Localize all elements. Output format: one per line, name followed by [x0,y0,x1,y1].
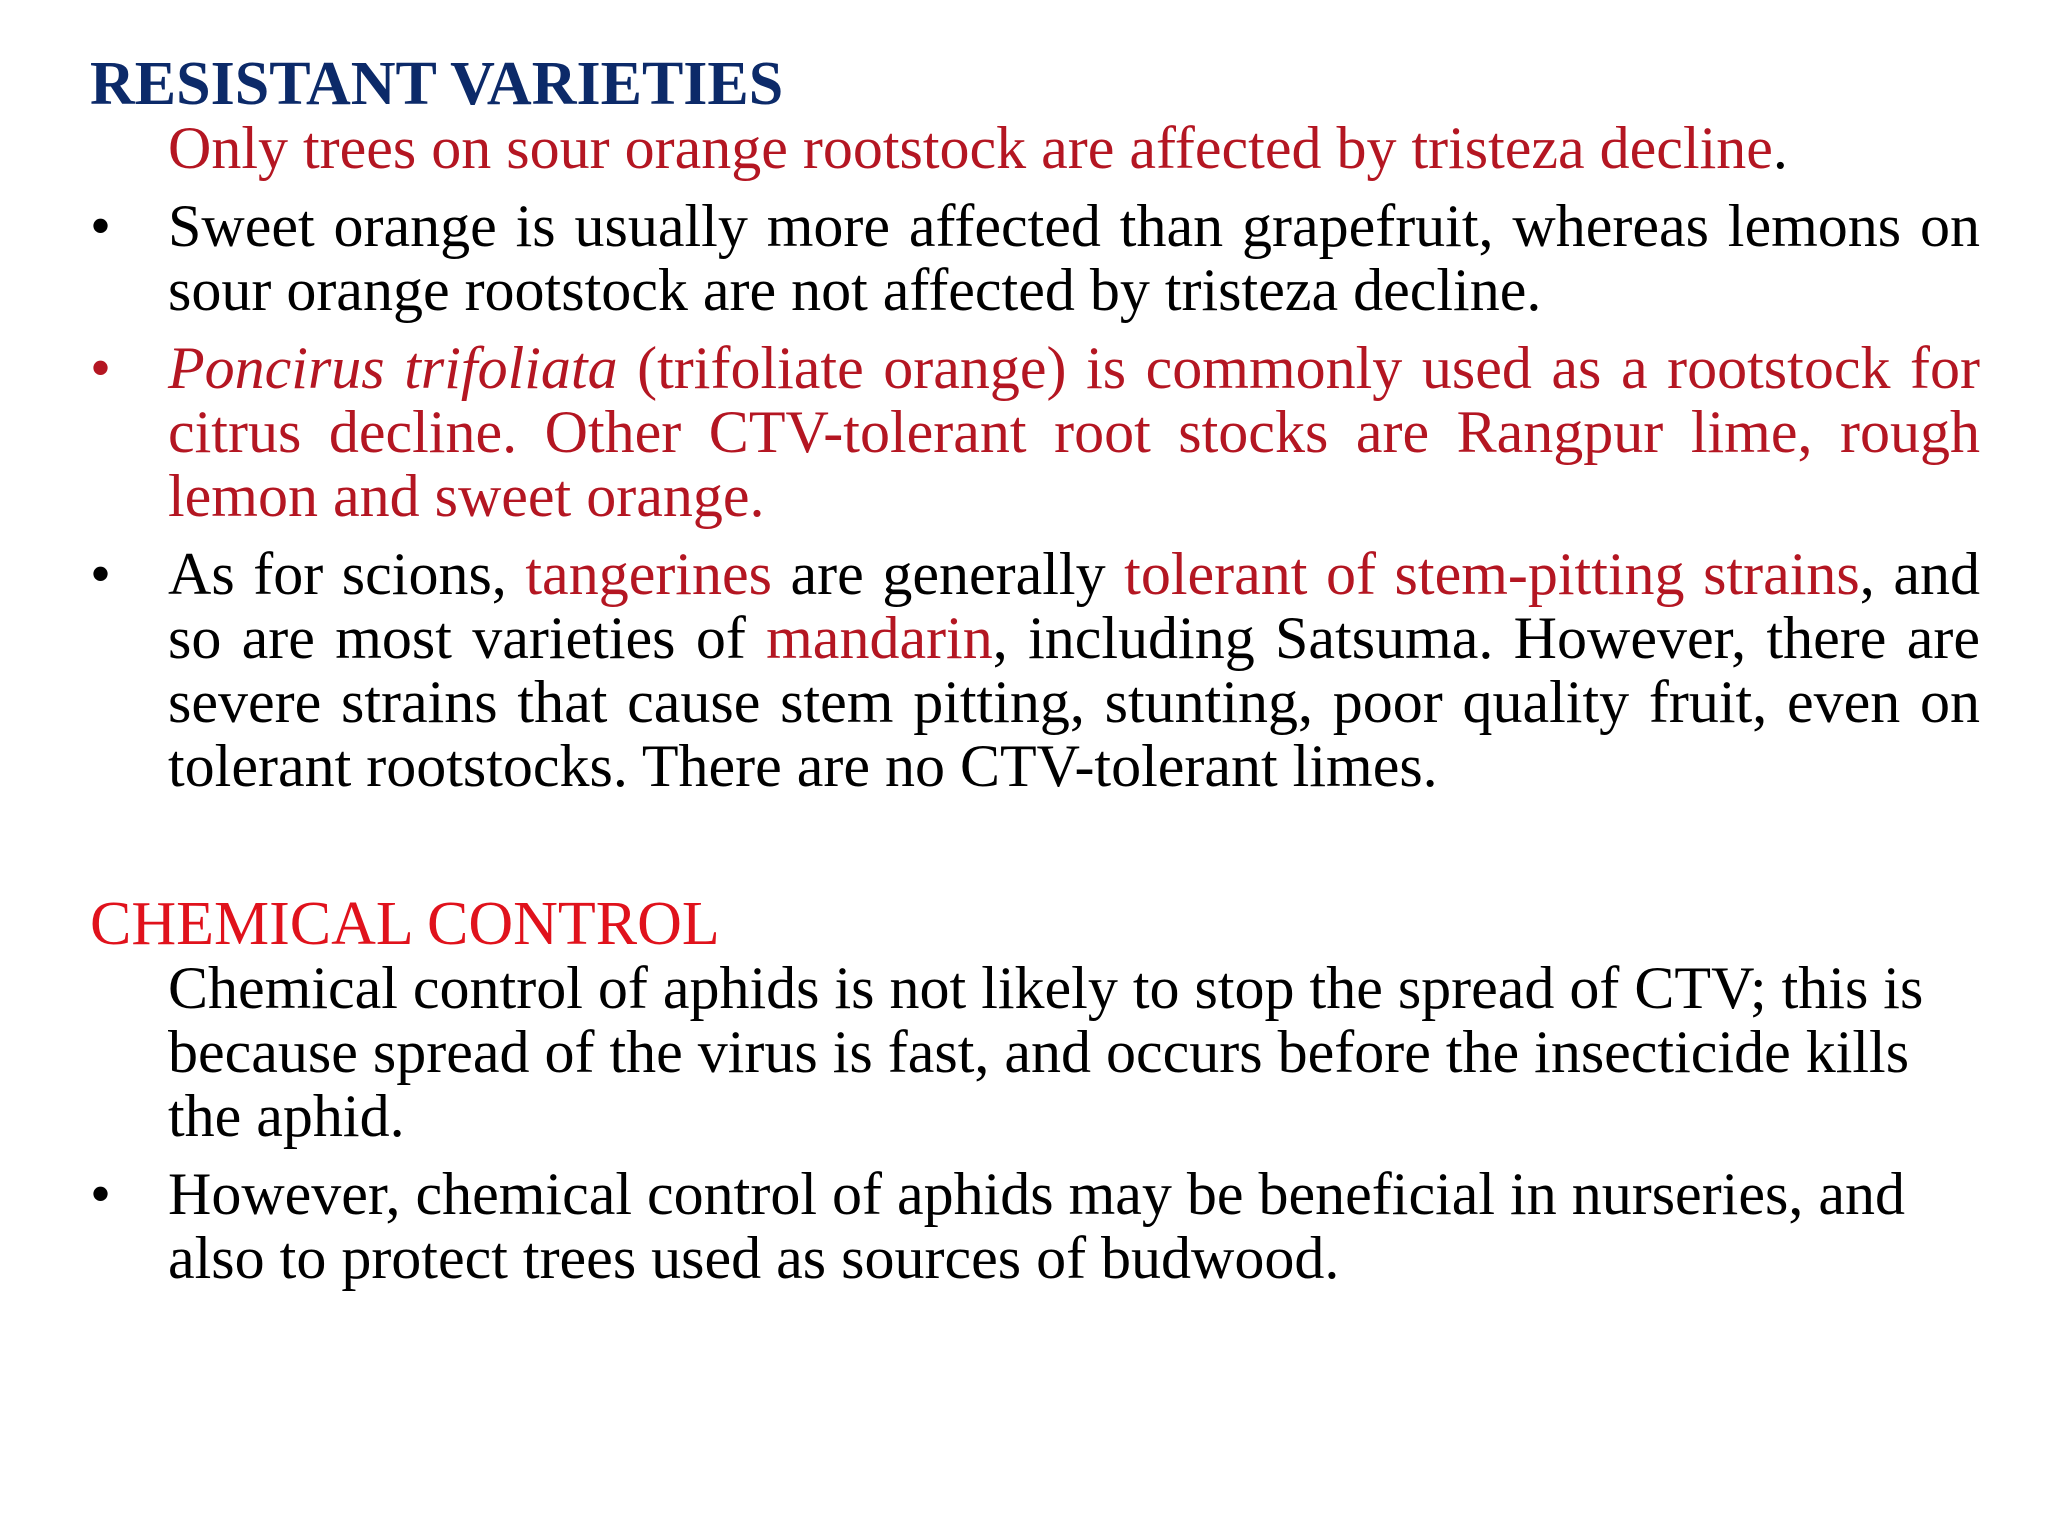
section-title-resistant-varieties: RESISTANT VARIETIES [90,50,784,118]
bullet-text [168,542,1980,798]
text-part: As for scions, [168,541,526,607]
bullet-text: Sweet orange is usually more affected than grapefruit, whereas lemons on sour orange rootstock are not affected by tristeza decline. [168,193,1980,323]
chemical-control-lead: Chemical control of aphids is not likely to stop the spread of CTV; this is because spread of the virus is fast, and occurs before the insecticide kills the aphid. [168,955,1924,1149]
resistant-varieties-lead [90,116,1980,180]
species-name-italic: Poncirus trifoliata [168,335,618,401]
bullet-text-rest: (trifoliate orange) is commonly used as a rootstock for citrus decline. Other CTV-tolerant root stocks are Rangpur lime, rough lemon and sweet orange. [168,335,1980,529]
bullet-scions [90,542,1980,798]
lead-red-text: Only trees on sour orange rootstock are affected by tristeza decline [168,115,1773,181]
bullet-symbol: • [90,193,112,259]
highlight-tangerines: tangerines [525,541,772,607]
slide-content [90,52,1980,1290]
text-part: , including Satsuma. However, there are severe strains that cause stem pitting, stunting, poor quality fruit, even on tolerant rootstocks. There are no CTV-tolerant limes. [168,605,1980,799]
text-part: , and so are most varieties of [168,541,1980,671]
text-part: are generally [771,541,1125,607]
bullet-symbol: • [90,541,112,607]
section-spacer [90,798,1980,892]
bullet-nurseries [90,1162,1980,1290]
bullet-poncirus [90,336,1980,528]
bullet-text: However, chemical control of aphids may be beneficial in nurseries, and also to protect trees used as sources of budwood. [168,1161,1905,1291]
bullet-sweet-orange [90,194,1980,322]
section-title-chemical-control: CHEMICAL CONTROL [90,890,720,958]
bullet-text [168,336,1980,528]
highlight-mandarin: mandarin [766,605,993,671]
lead-period: . [1772,115,1788,181]
bullet-symbol: • [90,1161,112,1227]
highlight-tolerant-strains: tolerant of stem-pitting strains [1124,541,1860,607]
bullet-symbol: • [90,335,112,401]
